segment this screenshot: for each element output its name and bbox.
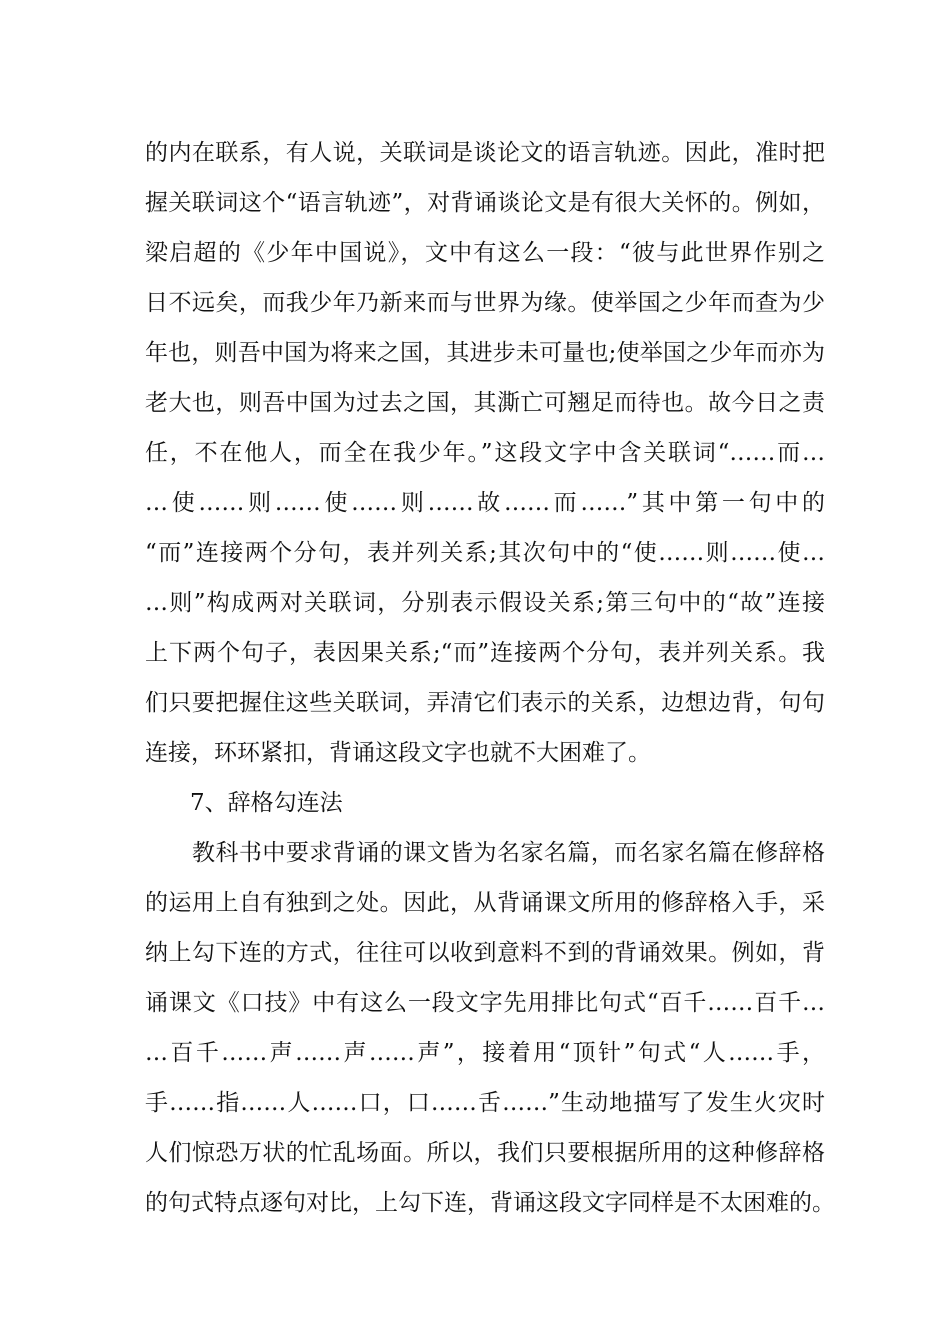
paragraph-1-line-1: 的内在联系，有人说，关联词是谈论文的语言轨迹。因此，准时把 xyxy=(145,140,825,166)
paragraph-1-line-2: 握关联词这个“语言轨迹”，对背诵谈论文是有很大关怀的。例如， xyxy=(145,190,825,216)
paragraph-1-line-9: “而”连接两个分句，表并列关系;其次句中的“使……则……使… xyxy=(145,540,825,566)
paragraph-1-line-12: 们只要把握住这些关联词，弄清它们表示的关系，边想边背，句句 xyxy=(145,690,825,716)
paragraph-2-line-8: 的句式特点逐句对比，上勾下连，背诵这段文字同样是不太困难的。 xyxy=(145,1190,835,1216)
paragraph-1-line-8: …使……则……使……则……故……而……”其中第一句中的 xyxy=(145,490,825,516)
paragraph-1-line-13: 连接，环环紧扣，背诵这段文字也就不大困难了。 xyxy=(145,740,651,766)
paragraph-1-line-11: 上下两个句子，表因果关系;“而”连接两个分句，表并列关系。我 xyxy=(145,640,825,666)
paragraph-2-line-2: 的运用上自有独到之处。因此，从背诵课文所用的修辞格入手，采 xyxy=(145,890,825,916)
section-heading: 7、辞格勾连法 xyxy=(190,790,343,816)
paragraph-1-line-3: 梁启超的《少年中国说》，文中有这么一段：“彼与此世界作别之 xyxy=(145,240,825,266)
paragraph-2-line-4: 诵课文《口技》中有这么一段文字先用排比句式“百千……百千… xyxy=(145,990,825,1016)
paragraph-2-line-5: …百千……声……声……声”，接着用“顶针”句式“人……手， xyxy=(145,1040,825,1066)
paragraph-1-line-6: 老大也，则吾中国为过去之国，其澌亡可翘足而待也。故今日之责 xyxy=(145,390,825,416)
paragraph-2-line-3: 纳上勾下连的方式，往往可以收到意料不到的背诵效果。例如，背 xyxy=(145,940,825,966)
paragraph-2-line-1: 教科书中要求背诵的课文皆为名家名篇，而名家名篇在修辞格 xyxy=(192,840,825,866)
paragraph-2-line-7: 人们惊恐万状的忙乱场面。所以，我们只要根据所用的这种修辞格 xyxy=(145,1140,825,1166)
paragraph-1-line-4: 日不远矣，而我少年乃新来而与世界为缘。使举国之少年而查为少 xyxy=(145,290,825,316)
paragraph-2-line-6: 手……指……人……口，口……舌……”生动地描写了发生火灾时 xyxy=(145,1090,825,1116)
paragraph-1-line-5: 年也，则吾中国为将来之国，其进步未可量也;使举国之少年而亦为 xyxy=(145,340,825,366)
paragraph-1-line-7: 任，不在他人，而全在我少年。”这段文字中含关联词“……而… xyxy=(145,440,825,466)
paragraph-1-line-10: …则”构成两对关联词，分别表示假设关系;第三句中的“故”连接 xyxy=(145,590,825,616)
